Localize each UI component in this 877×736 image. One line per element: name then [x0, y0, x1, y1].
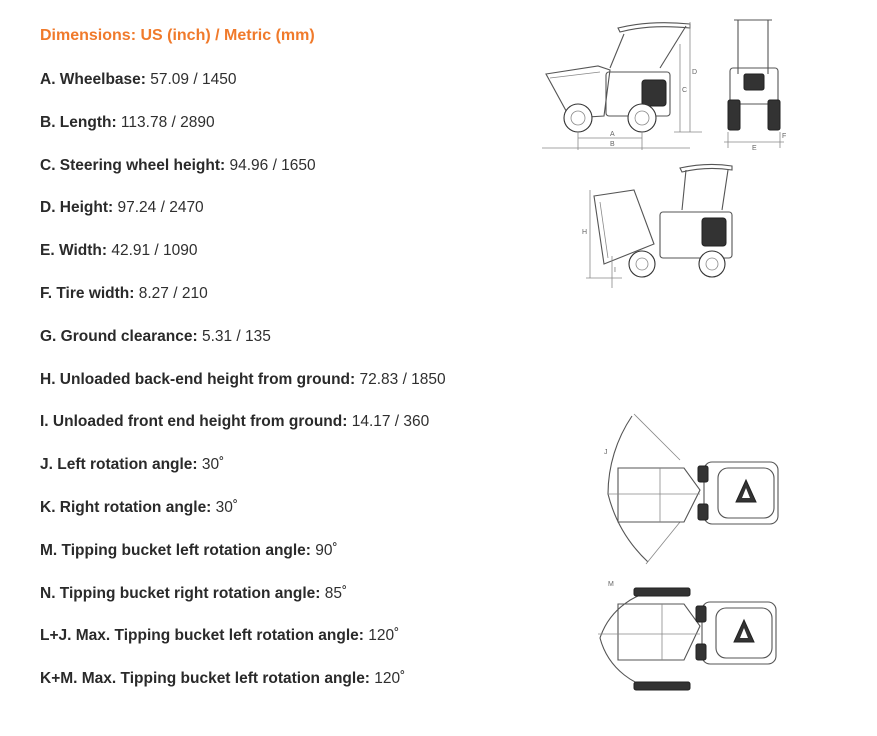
spec-ground-clearance: [40, 327, 446, 370]
dim-label-j: J: [604, 449, 608, 456]
spec-width: [40, 241, 446, 284]
top-view-tipping-diagram: [596, 578, 790, 704]
dim-label-a: A: [610, 131, 615, 138]
spec-value: 57.09 / 1450: [145, 71, 237, 88]
spec-value: 5.31 / 135: [197, 327, 271, 345]
front-view-diagram: [720, 14, 790, 154]
spec-value: 8.27 / 210: [134, 284, 208, 302]
spec-steering-wheel-height: [40, 156, 446, 199]
dim-label-m: M: [608, 581, 614, 588]
spec-label: M. Tipping bucket left rotation angle:: [40, 541, 311, 559]
spec-height: [40, 198, 446, 241]
spec-label: K+M. Max. Tipping bucket left rotation angle:: [40, 670, 370, 688]
spec-label: K. Right rotation angle:: [40, 498, 212, 516]
dimension-list: [40, 70, 446, 712]
spec-length: [40, 113, 446, 156]
spec-label: E. Width:: [40, 242, 108, 260]
spec-value: 30˚: [197, 456, 225, 474]
spec-value: 72.83 / 1850: [355, 370, 446, 388]
spec-label: A. Wheelbase:: [40, 71, 146, 88]
spec-value: 120˚: [363, 627, 400, 645]
spec-bucket-right-rotation: [40, 584, 446, 627]
spec-value: 85˚: [320, 584, 348, 602]
dim-label-b: B: [610, 141, 615, 148]
spec-value: 113.78 / 2890: [116, 113, 215, 131]
spec-label: F. Tire width:: [40, 284, 135, 302]
spec-value: 30˚: [211, 498, 239, 516]
dim-label-h: H: [582, 229, 588, 236]
spec-label: J. Left rotation angle:: [40, 456, 198, 474]
spec-label: C. Steering wheel height:: [40, 156, 226, 174]
spec-max-bucket-left-rotation-lj: [40, 626, 446, 669]
spec-label: N. Tipping bucket right rotation angle:: [40, 584, 321, 602]
spec-right-rotation-angle: [40, 498, 446, 541]
spec-label: H. Unloaded back-end height from ground:: [40, 370, 356, 388]
spec-label: B. Length:: [40, 113, 117, 131]
dim-label-i: I: [614, 267, 616, 274]
spec-label: I. Unloaded front end height from ground:: [40, 413, 348, 431]
spec-max-bucket-left-rotation-km: [40, 669, 446, 712]
spec-label: D. Height:: [40, 199, 114, 217]
spec-label: G. Ground clearance:: [40, 327, 198, 345]
spec-label: L+J. Max. Tipping bucket left rotation angle:: [40, 627, 364, 645]
dim-label-d: D: [692, 69, 698, 76]
spec-value: 94.96 / 1650: [225, 156, 316, 174]
spec-bucket-left-rotation: [40, 541, 446, 584]
spec-tire-width: [40, 284, 446, 327]
spec-value: 97.24 / 2470: [113, 199, 204, 217]
top-view-rotation-diagram: [600, 410, 790, 570]
tipped-view-diagram: [582, 160, 740, 294]
spec-back-end-height: [40, 370, 446, 413]
side-view-diagram: [540, 14, 712, 154]
dim-label-c: C: [682, 87, 688, 94]
spec-front-end-height: [40, 412, 446, 455]
dim-label-e: E: [752, 145, 757, 152]
spec-left-rotation-angle: [40, 455, 446, 498]
spec-value: 14.17 / 360: [347, 413, 430, 431]
spec-value: 42.91 / 1090: [107, 242, 198, 260]
spec-value: 120˚: [369, 670, 406, 688]
spec-wheelbase: [40, 70, 446, 113]
dim-label-f: F: [782, 133, 787, 140]
page-title: Dimensions: US (inch) / Metric (mm): [40, 27, 315, 44]
spec-value: 90˚: [310, 541, 338, 559]
